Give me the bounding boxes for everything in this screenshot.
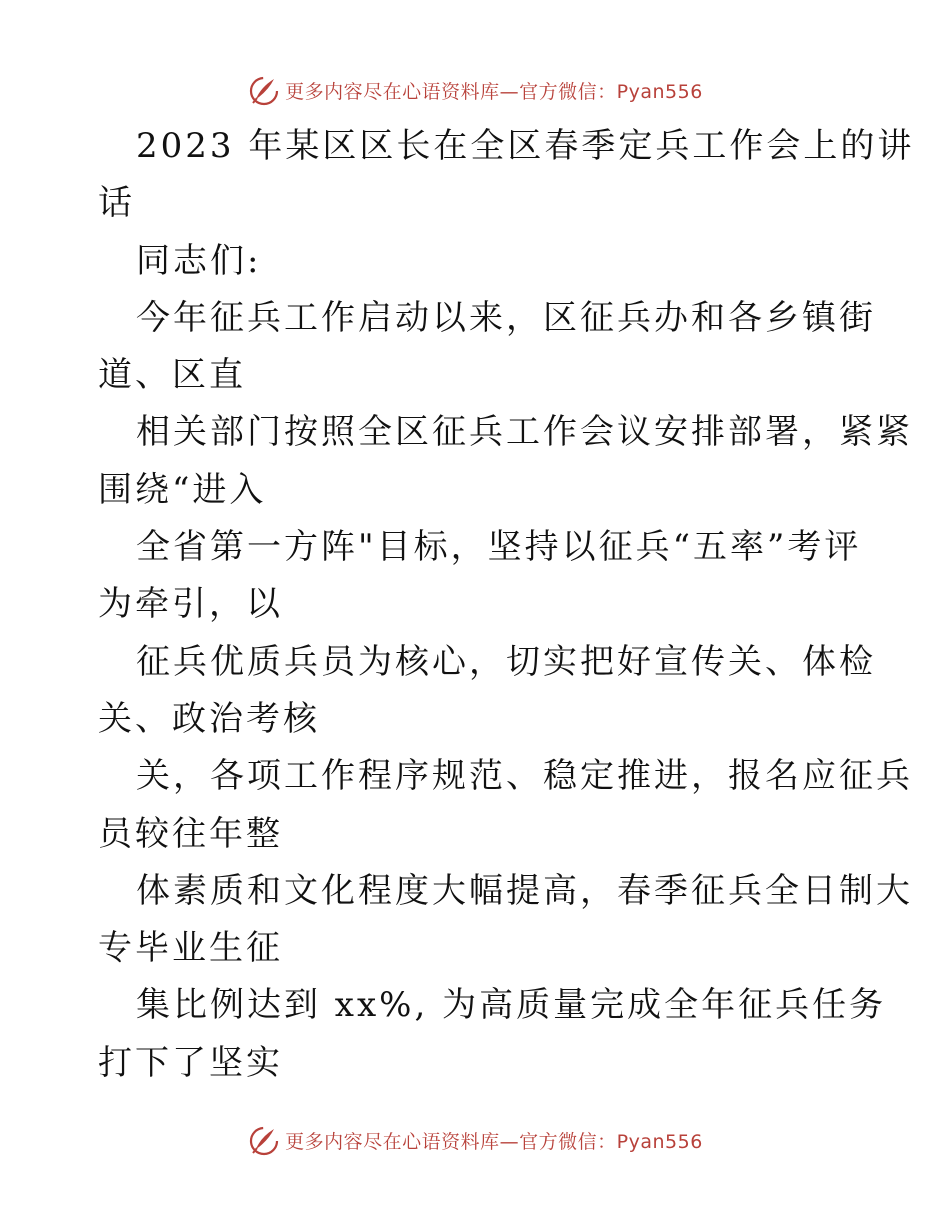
- footer-watermark-banner: [0, 1120, 950, 1160]
- quill-swirl-logo-icon: [247, 73, 281, 107]
- paragraph-line: 为牵引，以: [98, 584, 283, 625]
- quill-swirl-logo-icon: [247, 1123, 281, 1157]
- paragraph-line: 相关部门按照全区征兵工作会议安排部署，紧紧: [136, 412, 913, 453]
- paragraph-line: 2023 年某区区长在全区春季定兵工作会上的讲: [136, 126, 915, 166]
- watermark-text: 更多内容尽在心语资料库—官方微信：Pyan556: [285, 1130, 703, 1153]
- paragraph-line: 道、区直: [98, 355, 246, 396]
- paragraph-line: 体素质和文化程度大幅提高，春季征兵全日制大: [136, 870, 913, 911]
- paragraph-line: 征兵优质兵员为核心，切实把好宣传关、体检: [136, 641, 876, 682]
- paragraph-line: 话: [98, 183, 135, 224]
- paragraph-line: 员较往年整: [98, 813, 283, 854]
- document-body: [98, 118, 915, 1092]
- paragraph-line: 围绕“进入: [98, 469, 267, 510]
- header-watermark-banner: [0, 70, 950, 110]
- watermark-text: 更多内容尽在心语资料库—官方微信：Pyan556: [285, 80, 703, 103]
- paragraph-line: 全省第一方阵"目标，坚持以征兵“五率”考评: [136, 527, 862, 568]
- paragraph-line: 关，各项工作程序规范、稳定推进，报名应征兵: [136, 756, 913, 797]
- paragraph-line: 同志们:: [136, 240, 262, 281]
- paragraph-line: 打下了坚实: [98, 1042, 283, 1083]
- paragraph-line: 专毕业生征: [98, 928, 283, 969]
- paragraph-line: 集比例达到 xx%, 为高质量完成全年征兵任务: [136, 985, 887, 1026]
- paragraph-line: 关、政治考核: [98, 698, 320, 739]
- paragraph-line: 今年征兵工作启动以来，区征兵办和各乡镇街: [136, 297, 876, 338]
